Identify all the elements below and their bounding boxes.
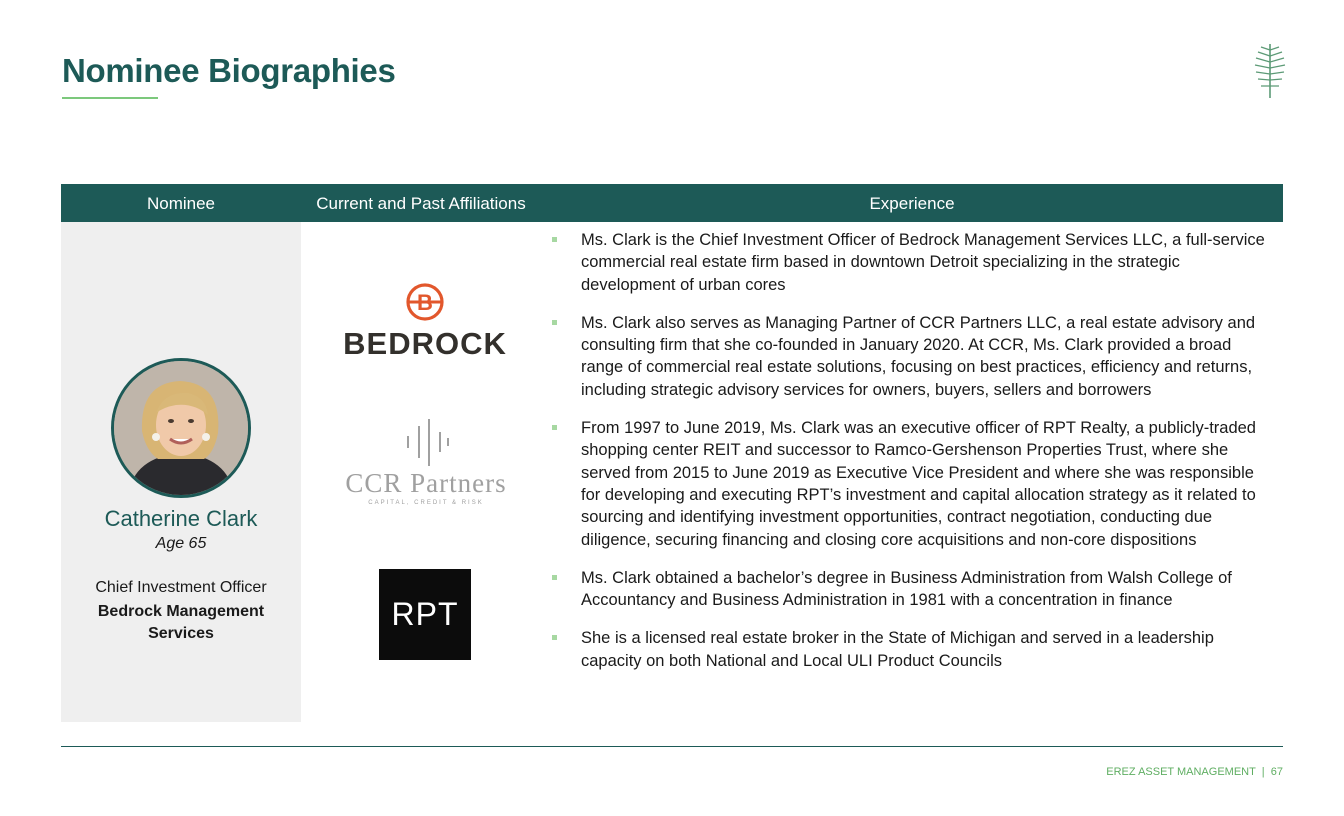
- ccr-bars-icon: [401, 418, 451, 468]
- rpt-logo: RPT: [379, 569, 471, 660]
- portrait-illustration: [114, 361, 248, 495]
- footer: [1106, 766, 1283, 778]
- experience-text: She is a licensed real estate broker in the State of Michigan and served in a leadership capacity on both National and Local ULI Product Councils: [581, 629, 1214, 670]
- experience-item: [552, 312, 1266, 401]
- footer-page-number: 67: [1270, 766, 1283, 778]
- experience-list: [552, 229, 1266, 688]
- nominee-company: Bedrock Management Services: [97, 603, 265, 642]
- bullet-marker: [552, 237, 557, 242]
- nominee-name: Catherine Clark: [104, 506, 258, 531]
- ccr-wordmark: CCR Partners: [345, 468, 507, 498]
- experience-item: [552, 229, 1266, 296]
- footer-company: EREZ ASSET MANAGEMENT: [1106, 766, 1256, 778]
- experience-item: [552, 567, 1266, 612]
- page-title: Nominee Biographies: [62, 52, 396, 89]
- title-underline: [62, 97, 158, 99]
- experience-text: From 1997 to June 2019, Ms. Clark was an executive officer of RPT Realty, a publicly-traded shopping center REIT and successor to Ramco-Gershenson Properties Trust, where she served from 2015 to June 2019 as Executive Vice President and where she was responsible for developing and executing RPT’s investment and capital allocation strategy as it related to sourcing and identifying investment opportunities, contract negotiation, conducting due diligence, securing financing and closing core acquisitions and non-core dispositions: [581, 419, 1256, 549]
- bullet-marker: [552, 575, 557, 580]
- bedrock-wordmark: BEDROCK: [343, 326, 507, 361]
- bedrock-emblem-icon: [405, 282, 445, 322]
- header-affiliations: Current and Past Affiliations: [316, 194, 526, 213]
- ccr-partners-logo: [334, 418, 518, 514]
- bedrock-logo: [340, 282, 510, 362]
- footer-divider: [61, 746, 1283, 747]
- ccr-tagline: CAPITAL, CREDIT & RISK: [368, 500, 484, 506]
- bullet-marker: [552, 320, 557, 325]
- experience-text: Ms. Clark is the Chief Investment Officer of Bedrock Management Services LLC, a full-service commercial real estate firm based in downtown Detroit specializing in the strategic development of urban cores: [581, 231, 1265, 294]
- nominee-panel: [61, 222, 301, 722]
- fern-leaf-icon: [1248, 40, 1292, 102]
- bullet-marker: [552, 635, 557, 640]
- experience-item: [552, 417, 1266, 551]
- experience-item: [552, 627, 1266, 672]
- header-nominee: Nominee: [146, 194, 216, 213]
- experience-text: Ms. Clark also serves as Managing Partner of CCR Partners LLC, a real estate advisory and consulting firm that she co-founded in January 2020. At CCR, Ms. Clark provided a broad range of commercial real estate solutions, focusing on best practices, efficiency and returns, including strategic advisory services for owners, buyers, sellers and borrowers: [581, 313, 1256, 399]
- footer-separator: |: [1261, 766, 1265, 778]
- bullet-marker: [552, 425, 557, 430]
- header-experience: Experience: [869, 194, 955, 213]
- experience-text: Ms. Clark obtained a bachelor’s degree in Business Administration from Walsh College of Accountancy and Business Administration in 1981 with a concentration in finance: [581, 568, 1232, 610]
- nominee-photo: [111, 358, 251, 498]
- bedrock-emblem-letter: B: [417, 290, 433, 315]
- nominee-age: Age 65: [155, 535, 207, 552]
- nominee-role: Chief Investment Officer: [95, 579, 267, 596]
- table-header-row: [61, 184, 1283, 222]
